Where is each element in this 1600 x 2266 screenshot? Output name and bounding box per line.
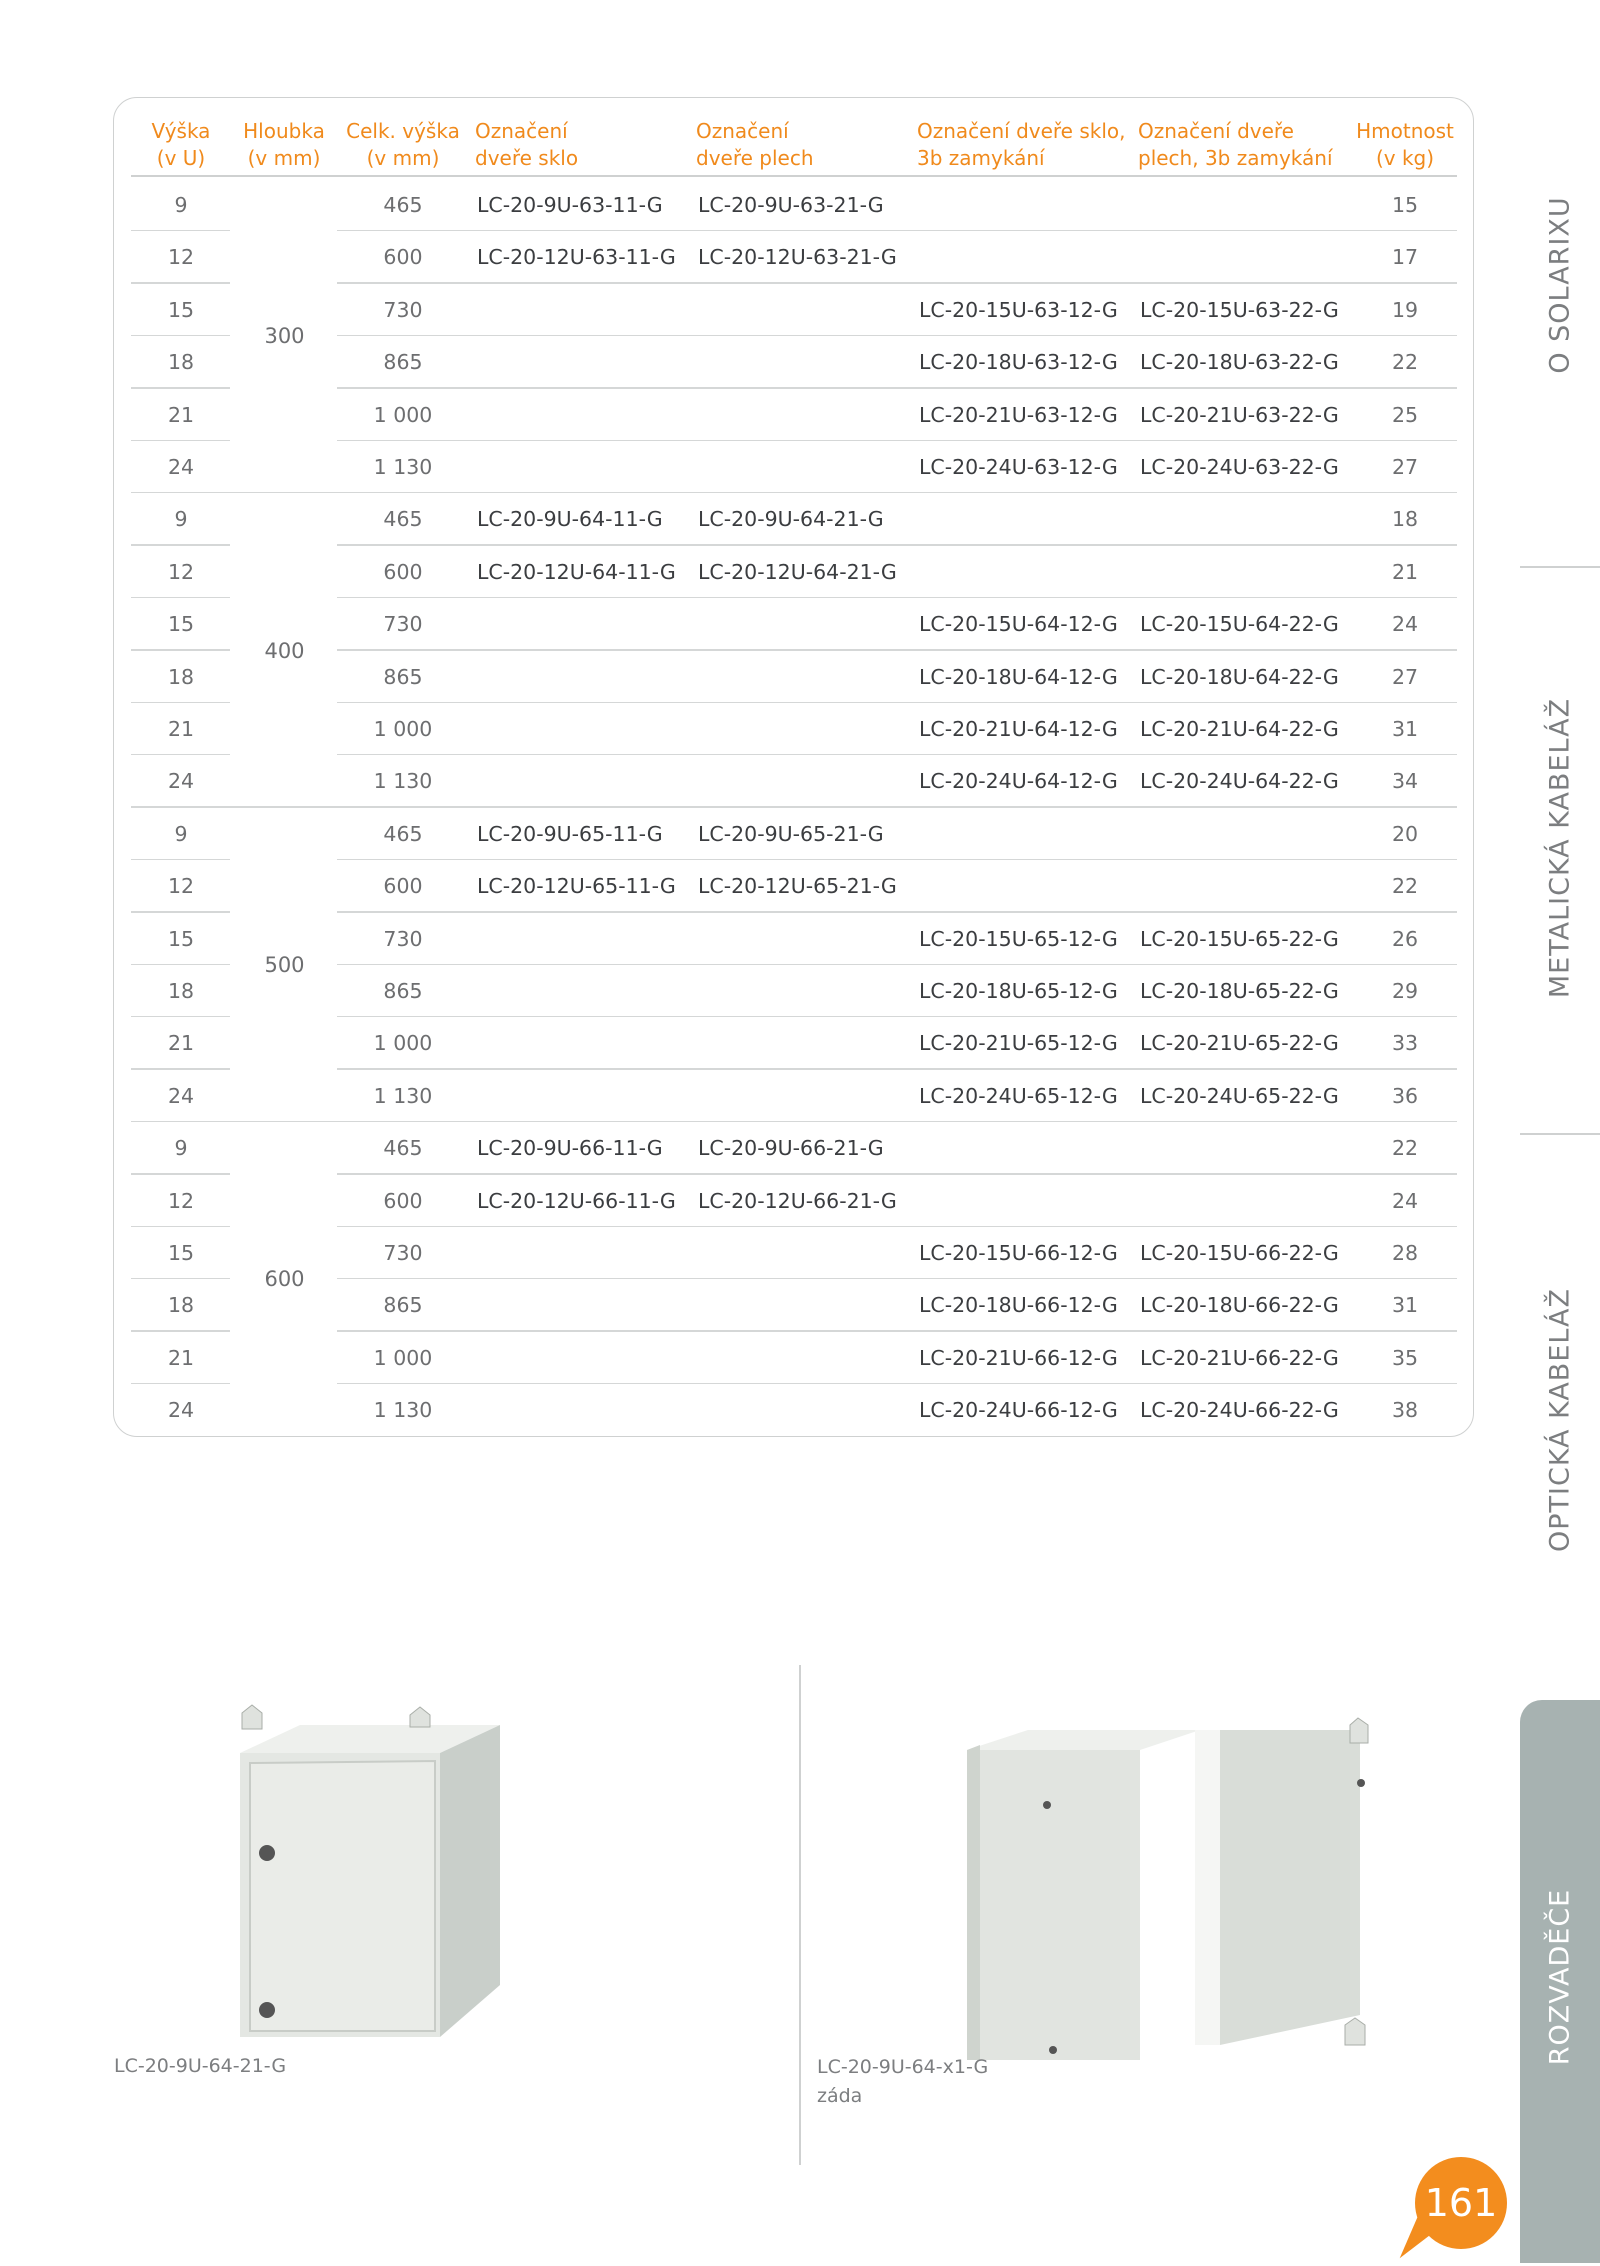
cell-height: 24 bbox=[167, 1083, 195, 1108]
header-weight bbox=[1355, 118, 1455, 172]
cell-sheet-door: LC-20-9U-63-21-G bbox=[698, 193, 884, 217]
cell-depth: 400 bbox=[264, 638, 305, 663]
cell-total-height: 600 bbox=[383, 559, 423, 584]
header-total-height-line2: (v mm) bbox=[366, 146, 440, 170]
cell-sheet-door-3b: LC-20-24U-66-22-G bbox=[1140, 1398, 1339, 1423]
cell-sheet-door-3b: LC-20-21U-65-22-G bbox=[1140, 1031, 1339, 1056]
page-number: 161 bbox=[1415, 2157, 1507, 2249]
cell-glass-door bbox=[477, 913, 687, 965]
header-sheet-door-3b-line1: Označení dveře bbox=[1138, 119, 1294, 143]
cell-height: 9 bbox=[174, 1136, 188, 1161]
header-depth-line2: (v mm) bbox=[247, 146, 321, 170]
table-row bbox=[0, 860, 1600, 912]
cell-total-height: 465 bbox=[383, 821, 423, 846]
cell-total-height: 1 000 bbox=[373, 1031, 433, 1056]
cell-total-height: 1 000 bbox=[373, 402, 433, 427]
cell-height: 21 bbox=[167, 1031, 195, 1056]
sidebar-item-opticka-kabelaz[interactable]: OPTICKÁ KABELÁŽ bbox=[1544, 1287, 1576, 1553]
table-row bbox=[0, 703, 1600, 755]
table-row bbox=[0, 1384, 1600, 1436]
cell-glass-door-3b bbox=[919, 179, 1129, 231]
cell-total-height: 465 bbox=[383, 193, 423, 217]
cabinet-side bbox=[440, 1725, 500, 2037]
cell-weight: 35 bbox=[1391, 1345, 1419, 1370]
cell-glass-door bbox=[477, 1227, 687, 1279]
cell-sheet-door bbox=[698, 1279, 908, 1331]
cell-sheet-door bbox=[698, 703, 908, 755]
cell-height: 12 bbox=[167, 1188, 195, 1213]
back-panel-right bbox=[1220, 1730, 1360, 2045]
header-sheet-door-line2: dveře plech bbox=[696, 146, 814, 170]
cell-glass-door-3b: LC-20-15U-64-12-G bbox=[919, 612, 1118, 637]
cell-glass-door bbox=[477, 965, 687, 1017]
cell-glass-door bbox=[477, 1332, 687, 1384]
table-row bbox=[0, 231, 1600, 283]
cell-sheet-door: LC-20-9U-65-21-G bbox=[698, 821, 884, 846]
cell-total-height: 865 bbox=[383, 664, 423, 689]
cell-sheet-door-3b: LC-20-15U-64-22-G bbox=[1140, 612, 1339, 637]
cell-sheet-door bbox=[698, 1332, 908, 1384]
cell-glass-door: LC-20-12U-64-11-G bbox=[477, 559, 676, 584]
cell-glass-door-3b: LC-20-21U-66-12-G bbox=[919, 1345, 1118, 1370]
header-sheet-door-line1: Označení bbox=[696, 119, 789, 143]
cell-weight: 18 bbox=[1391, 507, 1419, 532]
cell-sheet-door bbox=[698, 284, 908, 336]
cell-sheet-door bbox=[698, 598, 908, 650]
cell-glass-door bbox=[477, 441, 687, 493]
cell-weight: 27 bbox=[1391, 455, 1419, 479]
table-row bbox=[0, 441, 1600, 493]
cell-height: 24 bbox=[167, 455, 195, 479]
cell-sheet-door-3b: LC-20-15U-63-22-G bbox=[1140, 297, 1339, 322]
header-glass-door bbox=[475, 118, 578, 172]
cell-sheet-door: LC-20-12U-66-21-G bbox=[698, 1188, 897, 1213]
cell-weight: 36 bbox=[1391, 1083, 1419, 1108]
cell-depth: 500 bbox=[264, 953, 305, 977]
cell-height: 24 bbox=[167, 769, 195, 794]
cell-weight: 22 bbox=[1391, 350, 1419, 375]
cell-sheet-door bbox=[698, 755, 908, 807]
header-rule bbox=[131, 175, 1457, 177]
cell-total-height: 1 130 bbox=[373, 769, 433, 794]
cell-glass-door-3b: LC-20-18U-66-12-G bbox=[919, 1293, 1118, 1318]
table-row bbox=[0, 1017, 1600, 1069]
cell-weight: 20 bbox=[1391, 821, 1419, 846]
cell-glass-door bbox=[477, 755, 687, 807]
header-glass-door-line2: dveře sklo bbox=[475, 146, 579, 170]
cell-glass-door-3b: LC-20-24U-66-12-G bbox=[919, 1398, 1118, 1423]
product-caption-right-code: LC-20-9U-64-x1-G bbox=[817, 2056, 989, 2078]
cell-sheet-door bbox=[698, 1017, 908, 1069]
cell-sheet-door-3b: LC-20-18U-63-22-G bbox=[1140, 350, 1339, 375]
cell-weight: 17 bbox=[1391, 245, 1419, 270]
cell-sheet-door: LC-20-9U-64-21-G bbox=[698, 507, 884, 532]
cell-glass-door-3b: LC-20-24U-64-12-G bbox=[919, 769, 1118, 794]
lock-icon bbox=[259, 1845, 275, 1861]
cell-glass-door: LC-20-12U-66-11-G bbox=[477, 1188, 676, 1213]
cell-weight: 15 bbox=[1391, 193, 1419, 217]
cell-glass-door-3b: LC-20-24U-65-12-G bbox=[919, 1083, 1118, 1108]
cell-total-height: 730 bbox=[383, 926, 423, 951]
product-caption-right bbox=[817, 2053, 988, 2111]
cell-glass-door: LC-20-12U-63-11-G bbox=[477, 245, 676, 270]
header-glass-door-3b bbox=[917, 118, 1126, 172]
cell-glass-door-3b: LC-20-18U-65-12-G bbox=[919, 979, 1118, 1003]
cell-glass-door-3b bbox=[919, 1175, 1129, 1227]
cell-glass-door-3b bbox=[919, 231, 1129, 283]
cell-height: 21 bbox=[167, 717, 195, 741]
screw-icon bbox=[1043, 1801, 1051, 1809]
cell-sheet-door-3b: LC-20-24U-63-22-G bbox=[1140, 455, 1339, 479]
cell-weight: 34 bbox=[1391, 769, 1419, 794]
cell-glass-door-3b: LC-20-15U-63-12-G bbox=[919, 297, 1118, 322]
screw-icon bbox=[1049, 2046, 1057, 2054]
cell-weight: 28 bbox=[1391, 1241, 1419, 1265]
mounting-lug bbox=[410, 1707, 430, 1727]
cell-height: 12 bbox=[167, 874, 195, 899]
back-panel-gap bbox=[1195, 1730, 1220, 2045]
cell-weight: 22 bbox=[1391, 1136, 1419, 1161]
cell-sheet-door-3b bbox=[1140, 1175, 1350, 1227]
cell-total-height: 865 bbox=[383, 1293, 423, 1318]
mounting-lug bbox=[242, 1705, 262, 1729]
back-panel-top bbox=[967, 1730, 1200, 1750]
cell-height: 15 bbox=[167, 612, 195, 637]
cell-glass-door-3b bbox=[919, 1122, 1129, 1174]
cell-total-height: 1 000 bbox=[373, 1345, 433, 1370]
cell-height: 18 bbox=[167, 1293, 195, 1318]
cell-total-height: 730 bbox=[383, 612, 423, 637]
product-caption-right-note: záda bbox=[817, 2085, 863, 2107]
cell-weight: 19 bbox=[1391, 297, 1419, 322]
cell-sheet-door: LC-20-12U-63-21-G bbox=[698, 245, 897, 270]
cell-weight: 29 bbox=[1391, 979, 1419, 1003]
header-glass-door-3b-line1: Označení dveře sklo, bbox=[917, 119, 1126, 143]
cell-total-height: 1 130 bbox=[373, 1083, 433, 1108]
cell-glass-door bbox=[477, 1017, 687, 1069]
cell-sheet-door-3b: LC-20-24U-65-22-G bbox=[1140, 1083, 1339, 1108]
cell-height: 18 bbox=[167, 350, 195, 375]
sidebar-divider bbox=[1520, 1133, 1600, 1135]
cell-height: 9 bbox=[174, 821, 188, 846]
cell-sheet-door bbox=[698, 336, 908, 388]
cell-sheet-door-3b bbox=[1140, 860, 1350, 912]
cell-height: 15 bbox=[167, 926, 195, 951]
header-glass-door-line1: Označení bbox=[475, 119, 568, 143]
header-sheet-door-3b bbox=[1138, 118, 1333, 172]
cell-glass-door bbox=[477, 336, 687, 388]
cell-sheet-door bbox=[698, 965, 908, 1017]
cell-height: 24 bbox=[167, 1398, 195, 1423]
cell-weight: 31 bbox=[1391, 1293, 1419, 1318]
header-total-height bbox=[344, 118, 462, 172]
cell-glass-door: LC-20-9U-63-11-G bbox=[477, 193, 663, 217]
back-panel-left bbox=[967, 1750, 1140, 2060]
header-weight-line2: (v kg) bbox=[1375, 146, 1435, 170]
cell-depth: 600 bbox=[264, 1267, 305, 1292]
cell-glass-door-3b: LC-20-18U-64-12-G bbox=[919, 664, 1118, 689]
cell-sheet-door-3b bbox=[1140, 1122, 1350, 1174]
cell-sheet-door bbox=[698, 651, 908, 703]
cell-glass-door-3b bbox=[919, 493, 1129, 545]
cell-sheet-door: LC-20-9U-66-21-G bbox=[698, 1136, 884, 1161]
cell-height: 9 bbox=[174, 193, 188, 217]
cell-glass-door: LC-20-9U-65-11-G bbox=[477, 821, 663, 846]
cell-total-height: 1 000 bbox=[373, 717, 433, 741]
cell-sheet-door-3b: LC-20-15U-66-22-G bbox=[1140, 1241, 1339, 1265]
cell-glass-door bbox=[477, 284, 687, 336]
mounting-lug bbox=[1350, 1718, 1368, 1743]
table-row bbox=[0, 493, 1600, 545]
cell-weight: 22 bbox=[1391, 874, 1419, 899]
header-sheet-door-3b-line2: plech, 3b zamykání bbox=[1138, 146, 1333, 170]
lock-icon bbox=[259, 2002, 275, 2018]
header-height bbox=[140, 118, 222, 172]
cell-glass-door-3b: LC-20-18U-63-12-G bbox=[919, 350, 1118, 375]
header-weight-line1: Hmotnost bbox=[1356, 119, 1454, 143]
cell-glass-door-3b: LC-20-21U-65-12-G bbox=[919, 1031, 1118, 1056]
product-caption-left: LC-20-9U-64-21-G bbox=[114, 2055, 287, 2077]
cell-sheet-door: LC-20-12U-64-21-G bbox=[698, 559, 897, 584]
cell-sheet-door bbox=[698, 1227, 908, 1279]
cell-sheet-door-3b: LC-20-21U-66-22-G bbox=[1140, 1345, 1339, 1370]
table-row bbox=[0, 1332, 1600, 1384]
table-row bbox=[0, 1175, 1600, 1227]
back-panel-edge bbox=[967, 1745, 980, 2060]
cell-sheet-door bbox=[698, 1070, 908, 1122]
cell-glass-door-3b bbox=[919, 860, 1129, 912]
table-row bbox=[0, 1070, 1600, 1122]
cell-glass-door: LC-20-12U-65-11-G bbox=[477, 874, 676, 899]
screw-icon bbox=[1357, 1779, 1365, 1787]
cell-glass-door bbox=[477, 651, 687, 703]
cell-weight: 31 bbox=[1391, 717, 1419, 741]
header-depth-line1: Hloubka bbox=[243, 119, 325, 143]
sidebar-divider bbox=[1520, 566, 1600, 568]
header-sheet-door bbox=[696, 118, 814, 172]
cell-weight: 24 bbox=[1391, 612, 1419, 637]
cell-glass-door-3b: LC-20-21U-64-12-G bbox=[919, 717, 1118, 741]
header-height-line2: (v U) bbox=[156, 146, 206, 170]
cell-weight: 24 bbox=[1391, 1188, 1419, 1213]
header-depth bbox=[238, 118, 330, 172]
cell-sheet-door bbox=[698, 913, 908, 965]
header-glass-door-3b-line2: 3b zamykání bbox=[917, 146, 1045, 170]
cell-glass-door bbox=[477, 1070, 687, 1122]
cell-height: 12 bbox=[167, 559, 195, 584]
cell-sheet-door-3b bbox=[1140, 179, 1350, 231]
cell-sheet-door-3b bbox=[1140, 808, 1350, 860]
table-row bbox=[0, 179, 1600, 231]
cell-sheet-door-3b bbox=[1140, 231, 1350, 283]
cell-total-height: 600 bbox=[383, 245, 423, 270]
cell-glass-door bbox=[477, 703, 687, 755]
cell-total-height: 600 bbox=[383, 874, 423, 899]
cell-glass-door bbox=[477, 598, 687, 650]
cell-glass-door-3b bbox=[919, 546, 1129, 598]
cell-sheet-door-3b: LC-20-15U-65-22-G bbox=[1140, 926, 1339, 951]
cell-total-height: 465 bbox=[383, 1136, 423, 1161]
cell-height: 15 bbox=[167, 297, 195, 322]
cell-sheet-door-3b: LC-20-18U-65-22-G bbox=[1140, 979, 1339, 1003]
cell-weight: 25 bbox=[1391, 402, 1419, 427]
cell-glass-door bbox=[477, 389, 687, 441]
cell-total-height: 465 bbox=[383, 507, 423, 532]
cell-depth: 300 bbox=[264, 324, 305, 349]
header-height-line1: Výška bbox=[151, 119, 211, 143]
image-divider bbox=[799, 1665, 801, 2165]
cell-sheet-door: LC-20-12U-65-21-G bbox=[698, 874, 897, 899]
cell-weight: 33 bbox=[1391, 1031, 1419, 1056]
cell-total-height: 600 bbox=[383, 1188, 423, 1213]
cell-glass-door-3b: LC-20-15U-65-12-G bbox=[919, 926, 1118, 951]
table-row bbox=[0, 389, 1600, 441]
table-row bbox=[0, 808, 1600, 860]
cell-height: 18 bbox=[167, 664, 195, 689]
cell-total-height: 865 bbox=[383, 979, 423, 1003]
cell-glass-door: LC-20-9U-66-11-G bbox=[477, 1136, 663, 1161]
cell-sheet-door-3b: LC-20-18U-64-22-G bbox=[1140, 664, 1339, 689]
header-total-height-line1: Celk. výška bbox=[346, 119, 460, 143]
cell-sheet-door-3b: LC-20-21U-63-22-G bbox=[1140, 402, 1339, 427]
mounting-lug bbox=[1345, 2018, 1365, 2045]
cell-total-height: 1 130 bbox=[373, 1398, 433, 1423]
cell-weight: 27 bbox=[1391, 664, 1419, 689]
cell-glass-door-3b bbox=[919, 808, 1129, 860]
cell-sheet-door-3b bbox=[1140, 546, 1350, 598]
cell-height: 9 bbox=[174, 507, 188, 532]
cell-total-height: 1 130 bbox=[373, 455, 433, 479]
sidebar-item-metalicka-kabelaz[interactable]: METALICKÁ KABELÁŽ bbox=[1544, 697, 1576, 999]
cell-height: 18 bbox=[167, 979, 195, 1003]
cabinet-back-image bbox=[950, 1715, 1390, 2075]
cell-weight: 21 bbox=[1391, 559, 1419, 584]
cell-glass-door-3b: LC-20-15U-66-12-G bbox=[919, 1241, 1118, 1265]
cell-sheet-door bbox=[698, 441, 908, 493]
cell-glass-door bbox=[477, 1384, 687, 1436]
cell-height: 12 bbox=[167, 245, 195, 270]
cell-sheet-door bbox=[698, 1384, 908, 1436]
cell-weight: 26 bbox=[1391, 926, 1419, 951]
table-row bbox=[0, 755, 1600, 807]
cell-total-height: 730 bbox=[383, 297, 423, 322]
cabinet-door bbox=[250, 1761, 435, 2031]
sidebar-item-o-solarixu[interactable]: O SOLARIXU bbox=[1544, 196, 1576, 374]
cell-glass-door-3b: LC-20-24U-63-12-G bbox=[919, 455, 1118, 479]
sidebar-item-rozvadece[interactable]: ROZVADĚČE bbox=[1544, 1888, 1576, 2066]
table-row bbox=[0, 546, 1600, 598]
cell-height: 21 bbox=[167, 402, 195, 427]
cell-total-height: 865 bbox=[383, 350, 423, 375]
cell-height: 21 bbox=[167, 1345, 195, 1370]
cell-glass-door bbox=[477, 1279, 687, 1331]
cell-weight: 38 bbox=[1391, 1398, 1419, 1423]
cell-sheet-door-3b: LC-20-18U-66-22-G bbox=[1140, 1293, 1339, 1318]
cell-sheet-door-3b: LC-20-24U-64-22-G bbox=[1140, 769, 1339, 794]
cell-glass-door-3b: LC-20-21U-63-12-G bbox=[919, 402, 1118, 427]
cell-sheet-door-3b: LC-20-21U-64-22-G bbox=[1140, 717, 1339, 741]
cell-total-height: 730 bbox=[383, 1241, 423, 1265]
table-row bbox=[0, 1122, 1600, 1174]
cell-glass-door: LC-20-9U-64-11-G bbox=[477, 507, 663, 532]
cell-height: 15 bbox=[167, 1241, 195, 1265]
cell-sheet-door bbox=[698, 389, 908, 441]
cell-sheet-door-3b bbox=[1140, 493, 1350, 545]
